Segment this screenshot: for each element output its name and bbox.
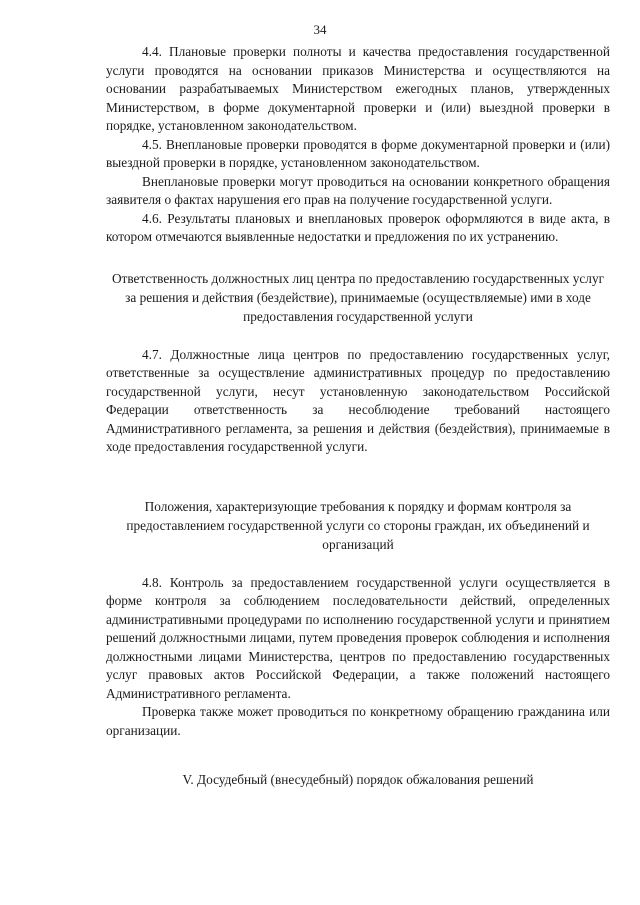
paragraph-4-6: 4.6. Результаты плановых и внеплановых проверок оформляются в виде акта, в котором отмечаются выявленные недостатки и предложения по их устранению.: [106, 210, 610, 244]
chapter-heading-appeal: V. Досудебный (внесудебный) порядок обжалования решений: [182, 772, 534, 787]
paragraph-4-8: 4.8. Контроль за предоставлением государственной услуги осуществляется в форме контроля за соблюдением последовательности действий, определенных административными процедурами по исполнению государственной услуги и принятием решений должностными лицами, путем проведения проверок соблюдения и исполнения должностными лицами Министерства, центров по предоставлению государственных услуг правовых актов Российской Федерации, а также положений настоящего Административного регламента.: [106, 574, 610, 701]
page-number: 34: [313, 22, 327, 37]
section-heading-control-by-citizens: Положения, характеризующие требования к порядку и формам контроля за предоставлением государственной услуги со стороны граждан, их объединений и организаций: [126, 498, 590, 552]
paragraph-4-5: 4.5. Внеплановые проверки проводятся в форме документарной проверки и (или) выездной проверки в порядке, установленном законодательством.: [106, 136, 610, 170]
paragraph-inspection-on-request: Проверка также может проводиться по конкретному обращению гражданина или организации.: [106, 704, 610, 738]
paragraph-4-7: 4.7. Должностные лица центров по предоставлению государственных услуг, ответственные за осуществление административных процедур по предоставлению государственной услуги, несут установленную законодательством Российской Федерации ответственность за несоблюдение требований настоящего Административного регламента, за решения и действия (бездействия), принимаемые в ходе предоставления государственной услуги.: [106, 346, 610, 454]
paragraph-4-4: 4.4. Плановые проверки полноты и качества предоставления государственной услуги проводятся на основании приказов Министерства и осуществляются на основании разрабатываемых Министерством ежегодных планов, утвержденных Министерством, в форме документарной проверки и (или) выездной проверки в порядке, установленном законодательством.: [106, 44, 610, 133]
document-body: [106, 43, 610, 789]
section-heading-responsibility: Ответственность должностных лиц центра по предоставлению государственных услуг за решения и действия (бездействие), принимаемые (осуществляемые) ими в ходе предоставления государственной услуги: [111, 270, 605, 324]
paragraph-unscheduled-inspections: Внеплановые проверки могут проводиться на основании конкретного обращения заявителя о фактах нарушения его прав на получение государственной услуги.: [106, 173, 610, 207]
